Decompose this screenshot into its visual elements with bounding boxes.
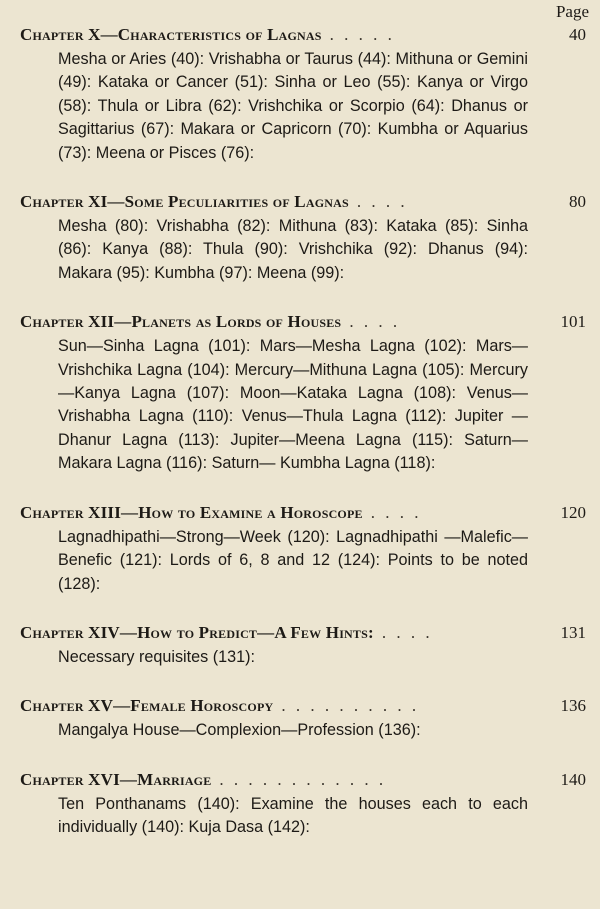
chapter-heading (0, 767, 600, 793)
chapter-title: Chapter XII—Planets as Lords of Houses (20, 312, 342, 332)
chapter-heading (0, 620, 600, 646)
leader-dots: . . . . . . . . . . (281, 696, 420, 716)
chapter-contents: Ten Ponthanams (140): Examine the houses each to each individually (140): Kuja Dasa (142): (58, 794, 528, 837)
toc-entry-chapter-15 (0, 693, 600, 742)
chapter-heading (0, 22, 600, 48)
chapter-title: Chapter XIV—How to Predict—A Few Hints: (20, 622, 374, 642)
chapter-page-number: 120 (560, 502, 586, 522)
chapter-heading (0, 309, 600, 335)
toc-entry-chapter-12 (0, 309, 600, 475)
chapter-title: Chapter XIII—How to Examine a Horoscope (20, 502, 363, 522)
chapter-title: Chapter XV—Female Horoscopy (20, 696, 274, 716)
chapter-heading (0, 693, 600, 719)
chapter-contents: Lagnadhipathi—Strong—Week (120): Lagnadhipathi —Malefic—Benefic (121): Lords of 6, 8 and 12 (124): Points to be noted (128): (58, 527, 528, 593)
chapter-contents: Necessary requisites (131): (58, 647, 256, 666)
chapter-page-number: 80 (569, 192, 586, 212)
chapter-page-number: 131 (560, 622, 586, 642)
toc-entry-chapter-11 (0, 189, 600, 285)
chapter-title: Chapter XI—Some Peculiarities of Lagnas (20, 192, 349, 212)
chapter-heading (0, 189, 600, 215)
chapter-heading (0, 500, 600, 526)
chapter-contents: Mangalya House—Complexion—Profession (136): (58, 721, 421, 740)
table-of-contents (0, 22, 600, 864)
page-column-label: Page (555, 2, 589, 21)
chapter-contents: Mesha or Aries (40): Vrishabha or Taurus (44): Mithuna or Gemini (49): Kataka or Cancer (51): Sinha or Leo (55): Kanya or Virgo (58): Thula or Libra (62): Vrishchika or Scorpio (64): Dhanus or Sagittarius (67): Makara or Capricorn (70): Kumbha or Aquarius (73): Meena or Pisces (76): (58, 50, 528, 162)
toc-entry-chapter-10 (0, 22, 600, 165)
chapter-page-number: 136 (560, 696, 586, 716)
toc-entry-chapter-14 (0, 620, 600, 669)
leader-dots: . . . . . . . . . . . . (219, 769, 387, 789)
chapter-title: Chapter XVI—Marriage (20, 769, 212, 789)
leader-dots: . . . . (356, 192, 408, 212)
chapter-page-number: 140 (560, 769, 586, 789)
leader-dots: . . . . (381, 622, 433, 642)
leader-dots: . . . . (349, 312, 401, 332)
leader-dots: . . . . . (329, 25, 395, 44)
toc-entry-chapter-16 (0, 767, 600, 840)
chapter-page-number: 101 (560, 312, 586, 332)
chapter-contents: Mesha (80): Vrishabha (82): Mithuna (83): Kataka (85): Sinha (86): Kanya (88): Thula (90): Vrishchika (92): Dhanus (94): Makara (95): Kumbha (97): Meena (99): (58, 217, 528, 282)
chapter-page-number: 40 (569, 25, 586, 44)
toc-entry-chapter-13 (0, 500, 600, 596)
chapter-contents: Sun—Sinha Lagna (101): Mars—Mesha Lagna (102): Mars—Vrishchika Lagna (104): Mercury—Mithuna Lagna (105): Mercury—Kanya Lagna (107): Moon—Kataka Lagna (108): Venus—Vrishabha Lagna (110): Venus—Thula Lagna (112): Jupiter —Dhanur Lagna (113): Jupiter—Meena Lagna (115): Saturn—Makara Lagna (116): Saturn— Kumbha Lagna (118): (58, 337, 528, 473)
leader-dots: . . . . (370, 502, 422, 522)
chapter-title: Chapter X—Characteristics of Lagnas (20, 25, 322, 44)
